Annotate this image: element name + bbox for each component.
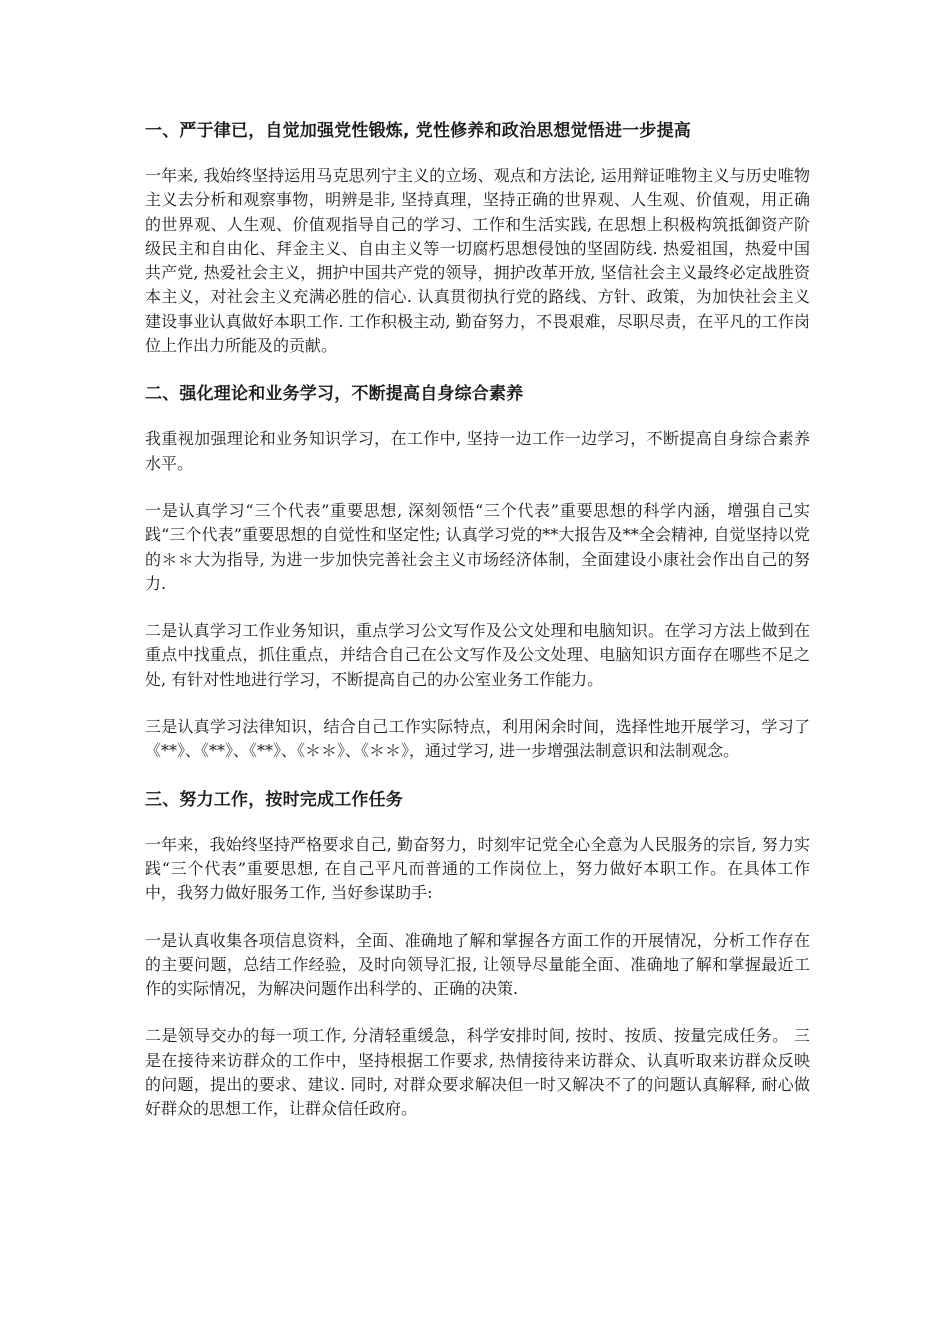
section-2-paragraph-1: 我重视加强理论和业务知识学习，在工作中, 坚持一边工作一边学习，不断提高自身综合素养水平。 xyxy=(145,429,810,473)
section-2-paragraph-4: 三是认真学习法律知识，结合自己工作实际特点，利用闲余时间，选择性地开展学习，学习了《**》、《**》、《**》、《＊＊》、《＊＊》，通过学习, 进一步增强法制意识和法制观念。 xyxy=(145,717,810,761)
section-2-paragraph-2: 一是认真学习“三个代表”重要思想, 深刻领悟“三个代表”重要思想的科学内涵，增强自己实践“三个代表”重要思想的自觉性和坚定性; 认真学习党的**大报告及**全会精神, 自觉坚持以党的＊＊大为指导, 为进一步加快完善社会主义市场经济体制，全面建设小康社会作出自己的努力. xyxy=(145,500,810,593)
section-heading-3: 三、努力工作，按时完成工作任务 xyxy=(145,789,403,810)
section-3-paragraph-2: 一是认真收集各项信息资料，全面、准确地了解和掌握各方面工作的开展情况，分析工作存在的主要问题，总结工作经验，及时向领导汇报, 让领导尽量能全面、准确地了解和掌握最近工作的实际情况，为解决问题作出科学的、正确的决策. xyxy=(145,930,810,999)
section-2-paragraph-3: 二是认真学习工作业务知识，重点学习公文写作及公文处理和电脑知识。在学习方法上做到在重点中找重点，抓住重点，并结合自己在公文写作及公文处理、电脑知识方面存在哪些不足之处, 有针对性地进行学习，不断提高自己的办公室业务工作能力。 xyxy=(145,621,810,689)
section-heading-1: 一、严于律已，自觉加强党性锻炼, 党性修养和政治思想觉悟进一步提高 xyxy=(145,121,691,141)
section-3-paragraph-1: 一年来，我始终坚持严格要求自己, 勤奋努力，时刻牢记党全心全意为人民服务的宗旨, 努力实践“三个代表”重要思想, 在自己平凡而普通的工作岗位上，努力做好本职工作。在具体工作中，我努力做好服务工作, 当好参谋助手: xyxy=(145,834,810,903)
section-heading-2: 二、强化理论和业务学习，不断提高自身综合素养 xyxy=(145,384,524,405)
document-page xyxy=(145,118,810,1122)
section-3-paragraph-3: 二是领导交办的每一项工作, 分清轻重缓急，科学安排时间, 按时、按质、按量完成任务。 三是在接待来访群众的工作中，坚持根据工作要求, 热情接待来访群众、认真听取来访群众反映的问题，提出的要求、建议. 同时, 对群众要求解决但一时又解决不了的问题认真解释, 耐心做好群众的思想工作，让群众信任政府。 xyxy=(145,1026,810,1119)
section-1-paragraph-1: 一年来, 我始终坚持运用马克思列宁主义的立场、观点和方法论, 运用辩证唯物主义与历史唯物主义去分析和观察事物，明辨是非, 坚持真理，坚持正确的世界观、人生观、价值观，用正确的世界观、人生观、价值观指导自己的学习、工作和生活实践, 在思想上积极构筑抵御资产阶级民主和自由化、拜金主义、自由主义等一切腐朽思想侵蚀的坚固防线. 热爱祖国，热爱中国共产党, 热爱社会主义，拥护中国共产党的领导，拥护改革开放, 坚信社会主义最终必定战胜资本主义，对社会主义充满必胜的信心. 认真贯彻执行党的路线、方针、政策，为加快社会主义建设事业认真做好本职工作. 工作积极主动, 勤奋努力，不畏艰难，尽职尽责，在平凡的工作岗位上作出力所能及的贡献。 xyxy=(145,166,810,356)
